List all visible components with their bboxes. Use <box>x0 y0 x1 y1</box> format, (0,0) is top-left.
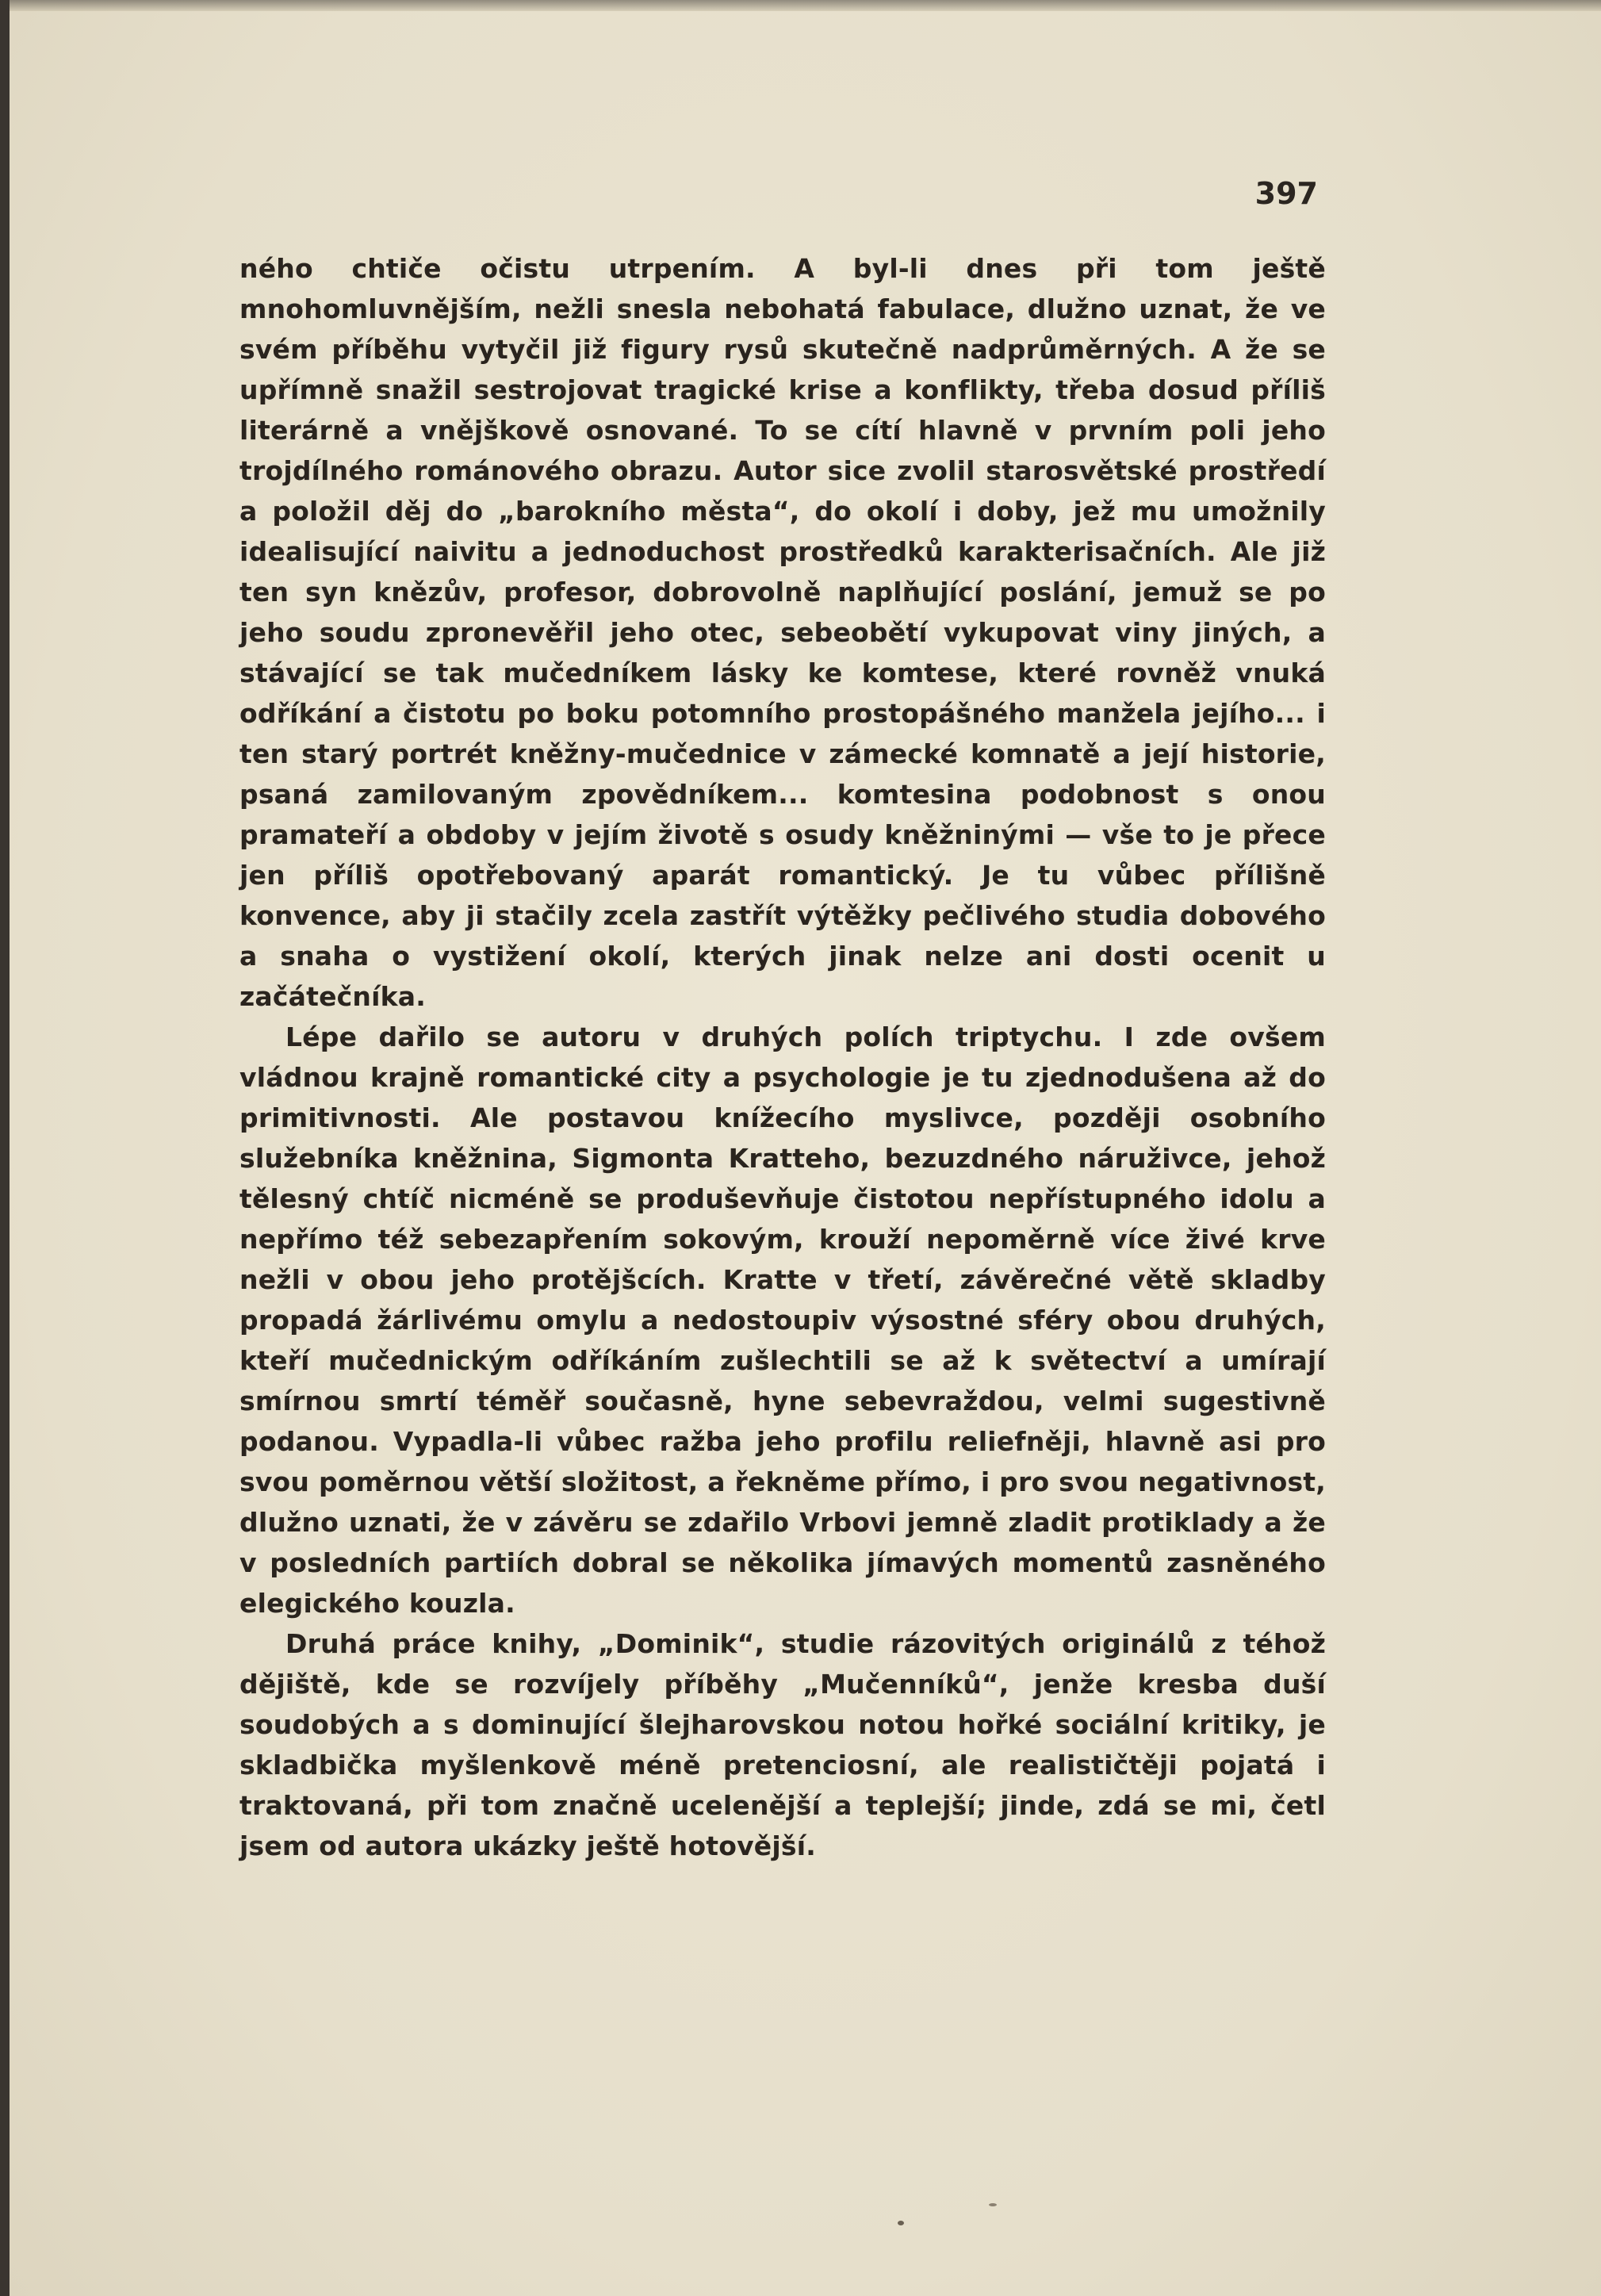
paragraph-3: Druhá práce knihy, „Dominik“, studie rázovitých originálů z téhož dějiště, kde se rozvíjely příběhy „Mučenníků“, jenže kresba duší soudobých a s dominující šlejharovskou notou hořké sociální kritiky, je skladbička myšlenkově méně pretenciosní, ale realističtěji pojatá i traktovaná, při tom značně ucelenější a teplejší; jinde, zdá se mi, četl jsem od autora ukázky ještě hotovější. <box>239 1628 1326 1861</box>
print-speck <box>989 2203 997 2206</box>
book-page <box>10 0 1601 2296</box>
print-speck <box>898 2221 904 2225</box>
page-top-edge <box>10 0 1601 11</box>
paragraph-1: ného chtiče očistu utrpením. A byl-li dnes při tom ještě mnohomluvnějším, nežli snesla nebohatá fabulace, dlužno uznat, že ve svém příběhu vytyčil již figury rysů skutečně nadprůměrných. A že se upřímně snažil sestrojovat tragické krise a konflikty, třeba dosud příliš literárně a vnějškově osnované. To se cítí hlavně v prvním poli jeho trojdílného románového obrazu. Autor sice zvolil starosvětské prostředí a položil děj do „barokního města“, do okolí i doby, jež mu umožnily idealisující naivitu a jednoduchost prostředků karakterisačních. Ale již ten syn knězův, profesor, dobrovolně naplňující poslání, jemuž se po jeho soudu zpronevěřil jeho otec, sebeobětí vykupovat viny jiných, a stávající se tak mučedníkem lásky ke komtese, které rovněž vnuká odříkání a čistotu po boku potomního prostopášného manžela jejího... i ten starý portrét kněžny-mučednice v zámecké komnatě a její historie, psaná zamilovaným zpovědníkem... komtesina podobnost s onou pramateří a obdoby v jejím životě s osudy kněžninými — vše to je přece jen příliš opotřebovaný aparát romantický. Je tu vůbec přílišně konvence, aby ji stačily zcela zastřít výtěžky pečlivého studia dobového a snaha o vystižení okolí, kterých jinak nelze ani dosti ocenit u začátečníka. <box>239 253 1326 1012</box>
paragraph-2: Lépe dařilo se autoru v druhých polích triptychu. I zde ovšem vládnou krajně romantické city a psychologie je tu zjednodušena až do primitivnosti. Ale postavou knížecího myslivce, později osobního služebníka kněžnina, Sigmonta Kratteho, bezuzdného náruživce, jehož tělesný chtíč nicméně se produševňuje čistotou nepřístupného idolu a nepřímo též sebezapřením sokovým, krouží nepoměrně více živé krve nežli v obou jeho protějšcích. Kratte v třetí, závěrečné větě skladby propadá žárlivému omylu a nedostoupiv výsostné sféry obou druhých, kteří mučednickým odříkáním zušlechtili se až k světectví a umírají smírnou smrtí téměř současně, hyne sebevraždou, velmi sugestivně podanou. Vypadla-li vůbec ražba jeho profilu reliefněji, hlavně asi pro svou poměrnou větší složitost, a řekněme přímo, i pro svou negativnost, dlužno uznati, že v závěru se zdařilo Vrbovi jemně zladit protiklady a že v posledních partiích dobral se několika jímavých momentů zasněného elegického kouzla. <box>239 1022 1326 1619</box>
page-number: 397 <box>1254 176 1318 211</box>
body-text <box>239 248 1326 1866</box>
